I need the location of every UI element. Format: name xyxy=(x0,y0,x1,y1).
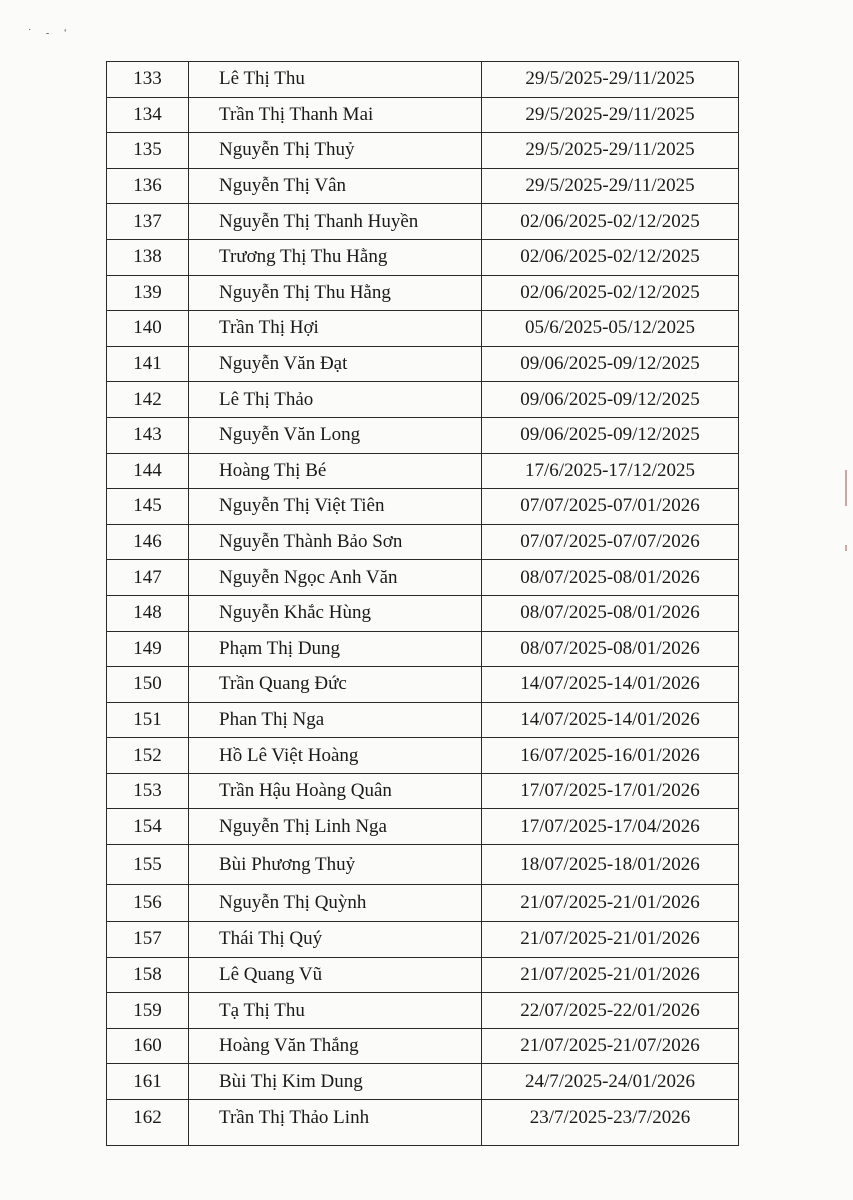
row-number: 142 xyxy=(107,382,189,418)
person-name: Trần Thị Thảo Linh xyxy=(189,1100,482,1146)
person-name: Lê Thị Thu xyxy=(189,62,482,98)
row-number: 134 xyxy=(107,97,189,133)
table-row xyxy=(107,957,739,993)
date-range: 17/6/2025-17/12/2025 xyxy=(482,453,739,489)
date-range: 09/06/2025-09/12/2025 xyxy=(482,346,739,382)
row-number: 158 xyxy=(107,957,189,993)
scan-corner-mark: ˙ ‐ ‘ xyxy=(28,28,73,39)
row-number: 145 xyxy=(107,489,189,525)
row-number: 144 xyxy=(107,453,189,489)
table-row xyxy=(107,845,739,885)
row-number: 147 xyxy=(107,560,189,596)
person-name: Hoàng Thị Bé xyxy=(189,453,482,489)
row-number: 157 xyxy=(107,922,189,958)
row-number: 151 xyxy=(107,702,189,738)
person-name: Nguyễn Thị Thuỷ xyxy=(189,133,482,169)
date-range: 16/07/2025-16/01/2026 xyxy=(482,738,739,774)
table-row xyxy=(107,738,739,774)
row-number: 150 xyxy=(107,667,189,703)
person-name: Nguyễn Khắc Hùng xyxy=(189,595,482,631)
person-name: Hồ Lê Việt Hoàng xyxy=(189,738,482,774)
table-row xyxy=(107,809,739,845)
row-number: 138 xyxy=(107,239,189,275)
person-name: Thái Thị Quý xyxy=(189,922,482,958)
person-name: Trần Thị Thanh Mai xyxy=(189,97,482,133)
row-number: 155 xyxy=(107,845,189,885)
date-range: 14/07/2025-14/01/2026 xyxy=(482,702,739,738)
row-number: 152 xyxy=(107,738,189,774)
table-row xyxy=(107,1100,739,1146)
row-number: 160 xyxy=(107,1028,189,1064)
person-name: Trần Thị Hợi xyxy=(189,311,482,347)
row-number: 156 xyxy=(107,885,189,922)
row-number: 146 xyxy=(107,524,189,560)
table-row xyxy=(107,417,739,453)
table-row xyxy=(107,168,739,204)
date-range: 22/07/2025-22/01/2026 xyxy=(482,993,739,1029)
date-range: 29/5/2025-29/11/2025 xyxy=(482,97,739,133)
person-name: Nguyễn Thị Thanh Huyền xyxy=(189,204,482,240)
table-row xyxy=(107,631,739,667)
table-row xyxy=(107,595,739,631)
row-number: 154 xyxy=(107,809,189,845)
date-range: 08/07/2025-08/01/2026 xyxy=(482,631,739,667)
person-name: Trần Hậu Hoàng Quân xyxy=(189,773,482,809)
row-number: 143 xyxy=(107,417,189,453)
row-number: 159 xyxy=(107,993,189,1029)
person-name: Lê Quang Vũ xyxy=(189,957,482,993)
date-range: 09/06/2025-09/12/2025 xyxy=(482,417,739,453)
person-name: Bùi Thị Kim Dung xyxy=(189,1064,482,1100)
table-row xyxy=(107,524,739,560)
table-row xyxy=(107,489,739,525)
scan-edge-mark xyxy=(845,545,847,551)
date-range: 07/07/2025-07/07/2026 xyxy=(482,524,739,560)
table-row xyxy=(107,885,739,922)
date-range: 02/06/2025-02/12/2025 xyxy=(482,275,739,311)
person-name: Phạm Thị Dung xyxy=(189,631,482,667)
person-name: Nguyễn Văn Đạt xyxy=(189,346,482,382)
date-range: 29/5/2025-29/11/2025 xyxy=(482,62,739,98)
person-name: Nguyễn Thị Quỳnh xyxy=(189,885,482,922)
table-row xyxy=(107,62,739,98)
person-name: Hoàng Văn Thắng xyxy=(189,1028,482,1064)
table-row xyxy=(107,239,739,275)
date-range: 21/07/2025-21/07/2026 xyxy=(482,1028,739,1064)
table-row xyxy=(107,311,739,347)
person-name: Nguyễn Thị Vân xyxy=(189,168,482,204)
table-row xyxy=(107,702,739,738)
row-number: 148 xyxy=(107,595,189,631)
row-number: 161 xyxy=(107,1064,189,1100)
table-row xyxy=(107,346,739,382)
person-name: Bùi Phương Thuỷ xyxy=(189,845,482,885)
row-number: 135 xyxy=(107,133,189,169)
date-range: 18/07/2025-18/01/2026 xyxy=(482,845,739,885)
table-row xyxy=(107,667,739,703)
date-range: 09/06/2025-09/12/2025 xyxy=(482,382,739,418)
date-range: 05/6/2025-05/12/2025 xyxy=(482,311,739,347)
table-row xyxy=(107,275,739,311)
table-row xyxy=(107,204,739,240)
person-name: Lê Thị Thảo xyxy=(189,382,482,418)
row-number: 153 xyxy=(107,773,189,809)
date-range: 17/07/2025-17/01/2026 xyxy=(482,773,739,809)
date-range: 08/07/2025-08/01/2026 xyxy=(482,595,739,631)
date-range: 29/5/2025-29/11/2025 xyxy=(482,168,739,204)
row-number: 141 xyxy=(107,346,189,382)
table-row xyxy=(107,993,739,1029)
person-name: Nguyễn Thị Thu Hằng xyxy=(189,275,482,311)
date-range: 07/07/2025-07/01/2026 xyxy=(482,489,739,525)
row-number: 162 xyxy=(107,1100,189,1146)
person-name: Nguyễn Ngọc Anh Văn xyxy=(189,560,482,596)
date-range: 24/7/2025-24/01/2026 xyxy=(482,1064,739,1100)
date-range: 21/07/2025-21/01/2026 xyxy=(482,922,739,958)
table-row xyxy=(107,97,739,133)
scan-edge-mark xyxy=(845,470,847,506)
row-number: 149 xyxy=(107,631,189,667)
person-name: Nguyễn Văn Long xyxy=(189,417,482,453)
person-name: Trương Thị Thu Hằng xyxy=(189,239,482,275)
table-row xyxy=(107,560,739,596)
table-row xyxy=(107,773,739,809)
date-range: 21/07/2025-21/01/2026 xyxy=(482,957,739,993)
row-number: 137 xyxy=(107,204,189,240)
date-range: 08/07/2025-08/01/2026 xyxy=(482,560,739,596)
person-name: Nguyễn Thành Bảo Sơn xyxy=(189,524,482,560)
person-name: Tạ Thị Thu xyxy=(189,993,482,1029)
person-name: Phan Thị Nga xyxy=(189,702,482,738)
person-name: Nguyễn Thị Việt Tiên xyxy=(189,489,482,525)
row-number: 136 xyxy=(107,168,189,204)
roster-table xyxy=(106,61,739,1146)
person-name: Nguyễn Thị Linh Nga xyxy=(189,809,482,845)
date-range: 21/07/2025-21/01/2026 xyxy=(482,885,739,922)
date-range: 29/5/2025-29/11/2025 xyxy=(482,133,739,169)
date-range: 02/06/2025-02/12/2025 xyxy=(482,204,739,240)
table-row xyxy=(107,133,739,169)
table-row xyxy=(107,382,739,418)
date-range: 23/7/2025-23/7/2026 xyxy=(482,1100,739,1146)
table-row xyxy=(107,922,739,958)
row-number: 133 xyxy=(107,62,189,98)
date-range: 14/07/2025-14/01/2026 xyxy=(482,667,739,703)
date-range: 17/07/2025-17/04/2026 xyxy=(482,809,739,845)
table-row xyxy=(107,1064,739,1100)
table-row xyxy=(107,1028,739,1064)
person-name: Trần Quang Đức xyxy=(189,667,482,703)
row-number: 139 xyxy=(107,275,189,311)
table-row xyxy=(107,453,739,489)
row-number: 140 xyxy=(107,311,189,347)
date-range: 02/06/2025-02/12/2025 xyxy=(482,239,739,275)
